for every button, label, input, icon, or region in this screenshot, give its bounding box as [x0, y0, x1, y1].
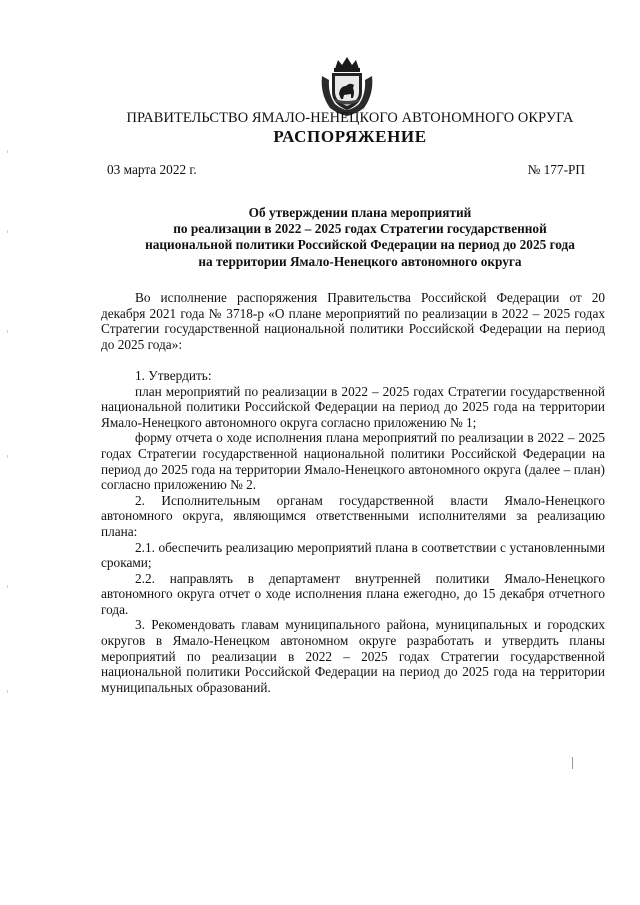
scan-mark	[7, 455, 8, 458]
document-date: 03 марта 2022 г.	[107, 162, 197, 177]
document-type: РАСПОРЯЖЕНИЕ	[273, 127, 427, 146]
intro-paragraph: Во исполнение распоряжения Правительства Российской Федерации от 20 декабря 2021 года № 3718-р «О плане мероприятий по реализации в 2022 – 2025 годах Стратегии государственной национальной политики Российской Федерации на период до 2025 года»:	[101, 290, 605, 352]
paragraph-spacer	[101, 352, 605, 368]
item-1-report-form: форму отчета о ходе исполнения плана мероприятий по реализации в 2022 – 2025 годах Стратегии государственной национальной политики Российской Федерации на период до 2025 года на территории Ямало-Ненецкого автономного округа (далее – план) согласно приложению № 2.	[101, 430, 605, 493]
title-line: национальной политики Российской Федерации на период до 2025 года	[145, 237, 575, 253]
document-number: № 177-РП	[527, 162, 585, 177]
item-1-plan: план мероприятий по реализации в 2022 – 2025 годах Стратегии государственной национальной политики Российской Федерации на период до 2025 года на территории Ямало-Ненецкого автономного округа согласно приложению № 1;	[101, 383, 605, 430]
item-1-heading: 1. Утвердить:	[135, 367, 212, 383]
scan-mark	[7, 150, 8, 153]
scan-mark	[7, 690, 8, 693]
document-title	[80, 205, 640, 270]
title-line: по реализации в 2022 – 2025 годах Стратегии государственной	[173, 221, 547, 237]
scan-mark	[7, 230, 8, 233]
coat-of-arms-icon	[318, 54, 376, 118]
scan-mark	[7, 330, 8, 333]
title-line: Об утверждении плана мероприятий	[248, 205, 472, 220]
title-line: на территории Ямало-Ненецкого автономного округа	[198, 253, 522, 269]
document-body	[101, 290, 605, 695]
scan-mark	[572, 757, 573, 769]
item-3: 3. Рекомендовать главам муниципального района, муниципальных и городских округов в Ямало-Ненецком автономном округе разработать и утвердить планы мероприятий по реализации в 2022 – 2025 годах Стратегии государственной национальной политики Российской Федерации на период до 2025 года на территории муниципальных образований.	[101, 617, 605, 695]
scan-mark	[7, 585, 8, 588]
item-2-1: 2.1. обеспечить реализацию мероприятий плана в соответствии с установленными сроками;	[101, 539, 605, 571]
organization-name: ПРАВИТЕЛЬСТВО ЯМАЛО-НЕНЕЦКОГО АВТОНОМНОГО ОКРУГА	[126, 110, 574, 126]
item-2: 2. Исполнительным органам государственной власти Ямало-Ненецкого автономного округа, являющимся ответственными исполнителями за реализацию плана:	[101, 492, 605, 539]
item-2-2: 2.2. направлять в департамент внутренней политики Ямало-Ненецкого автономного округа отчет о ходе исполнения плана ежегодно, до 15 декабря отчетного года.	[101, 570, 605, 617]
